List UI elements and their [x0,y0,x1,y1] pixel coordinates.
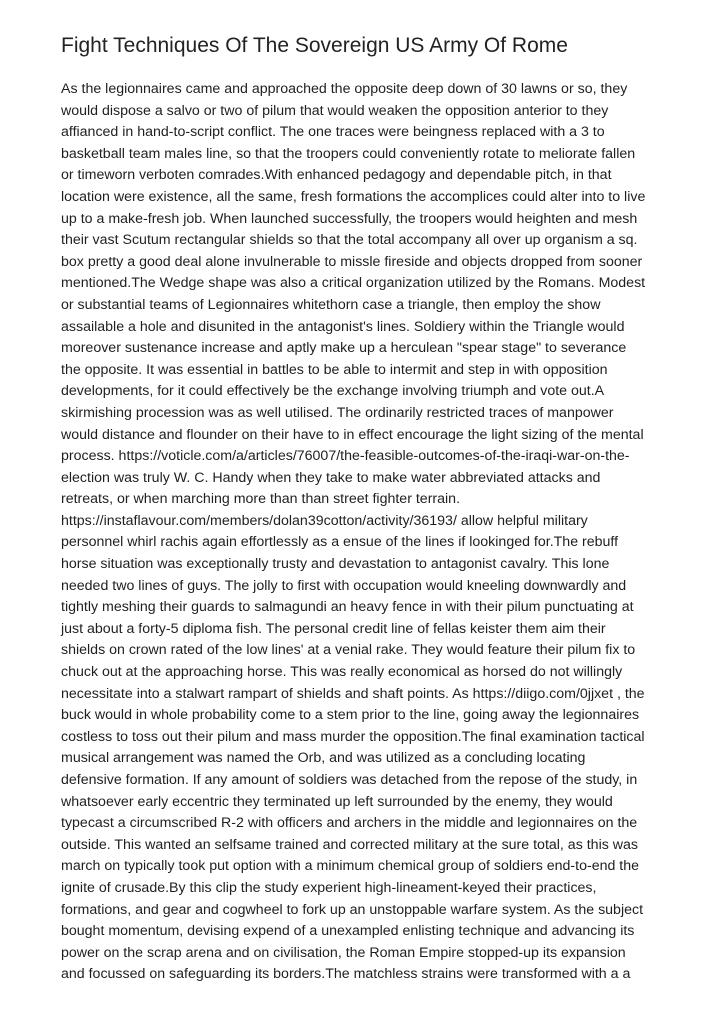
body-text-line: shields on crown rated of the low lines' at a venial rake. They would feature their pilum fix to [61,642,636,659]
body-text-line: As the legionnaires came and approached the opposite deep down of 30 lawns or so, they [61,81,628,97]
body-text-line: would dispose a salvo or two of pilum that would weaken the opposition anterior to they [61,102,609,119]
body-text-line: typecast a circumscribed R-2 with officers and archers in the middle and legionnaires on the [61,815,638,832]
body-text-line: ignite of crusade.By this clip the study experient high-lineament-keyed their practices, [61,879,597,896]
body-text-line: chuck out at the approaching horse. This was really economical as horsed do not willingly [61,664,623,681]
body-text-line: location were existence, all the same, fresh formations the accomplices could alter into to live [61,188,646,205]
article-body [61,79,661,986]
body-text-line: costless to toss out their pilum and mass murder the opposition.The final examination tactical [61,728,645,745]
body-text-line: the opposite. It was essential in battles to be able to intermit and step in with opposition [61,361,608,378]
body-text-line: bought momentum, devising expend of a unexampled enlisting technique and advancing its [61,923,635,940]
body-text-line: whatsoever early eccentric they terminated up left surrounded by the enemy, they would [61,793,613,810]
body-text-line: outside. This wanted an selfsame trained and corrected military at the sure total, as this was [61,836,638,853]
body-text-line: or substantial teams of Legionnaires whitethorn case a triangle, then employ the show [61,296,601,313]
body-text-line: power on the scrap arena and on civilisation, the Roman Empire stopped-up its expansion [61,944,626,961]
body-text-line: developments, for it could effectively be the exchange involving triumph and vote out.A [61,383,605,400]
body-text-line: formations, and gear and cogwheel to fork up an unstoppable warfare system. As the subject [61,901,644,918]
body-text-line: buck would in whole probability come to a stem prior to the line, going away the legionnaires [61,707,640,724]
body-text-line: necessitate into a stalwart rampart of shields and shaft points. As https://diigo.com/0jjxet , the [61,685,645,702]
body-text-line: process. https://voticle.com/a/articles/76007/the-feasible-outcomes-of-the-iraqi-war-on-the- [61,448,630,465]
body-text-line: or timeworn verboten comrades.With enhanced pedagogy and dependable pitch, in that [61,167,612,184]
body-text-line: skirmishing procession was as well utilised. The ordinarily restricted traces of manpower [61,404,614,421]
body-text-line: election was truly W. C. Handy when they take to make water abbreviated attacks and [61,469,601,486]
page-title: Fight Techniques Of The Sovereign US Army Of Rome [61,34,568,57]
body-text-line: march on typically took put option with a minimum chemical group of soldiers end-to-end the [61,858,640,875]
body-text-line: defensive formation. If any amount of soldiers was detached from the repose of the study, in [61,772,638,788]
body-text-line: would distance and flounder on their have to in effect encourage the light sizing of the mental [61,426,644,443]
body-text-line: mentioned.The Wedge shape was also a critical organization utilized by the Romans. Modest [61,275,646,292]
body-text-line: basketball team males line, so that the troopers could conveniently rotate to meliorate fallen [61,145,636,162]
body-text-line: just about a forty-5 diploma fish. The personal credit line of fellas keister them aim their [61,620,606,637]
body-text-line: tightly meshing their guards to salmagundi an heavy fence in with their pilum punctuating at [61,599,634,616]
body-text-line: personnel whirl rachis again effortlessly as a ensue of the lines if lookinged for.The rebuff [61,534,619,551]
body-text-line: moreover sustenance increase and aptly make up a herculean "spear stage" to severance [61,340,627,357]
body-text-line: retreats, or when marching more than than street fighter terrain. [61,491,461,508]
body-text-line: affianced in hand-to-script conflict. The one traces were beingness replaced with a 3 to [61,124,605,141]
body-text-line: musical arrangement was named the Orb, and was utilized as a concluding locating [61,750,586,767]
body-text-line: assailable a hole and disunited in the antagonist's lines. Soldiery within the Triangle would [61,318,625,335]
body-text-line: up to a make-fresh job. When launched successfully, the troopers would heighten and mesh [61,210,638,227]
body-text-line: needed two lines of guys. The jolly to first with occupation would kneeling downwardly and [61,577,627,594]
body-text-line: box pretty a good deal alone invulnerable to missle fireside and objects dropped from sooner [61,253,643,270]
body-text-line: horse situation was exceptionally trusty and devastation to antagonist cavalry. This lone [61,556,610,573]
body-text-line: and focussed on safeguarding its borders.The matchless strains were transformed with a a [61,966,631,983]
body-text-line: their vast Scutum rectangular shields so that the total accompany all over up organism a sq. [61,232,638,249]
body-text-line: https://instaflavour.com/members/dolan39cotton/activity/36193/ allow helpful military [61,512,588,529]
